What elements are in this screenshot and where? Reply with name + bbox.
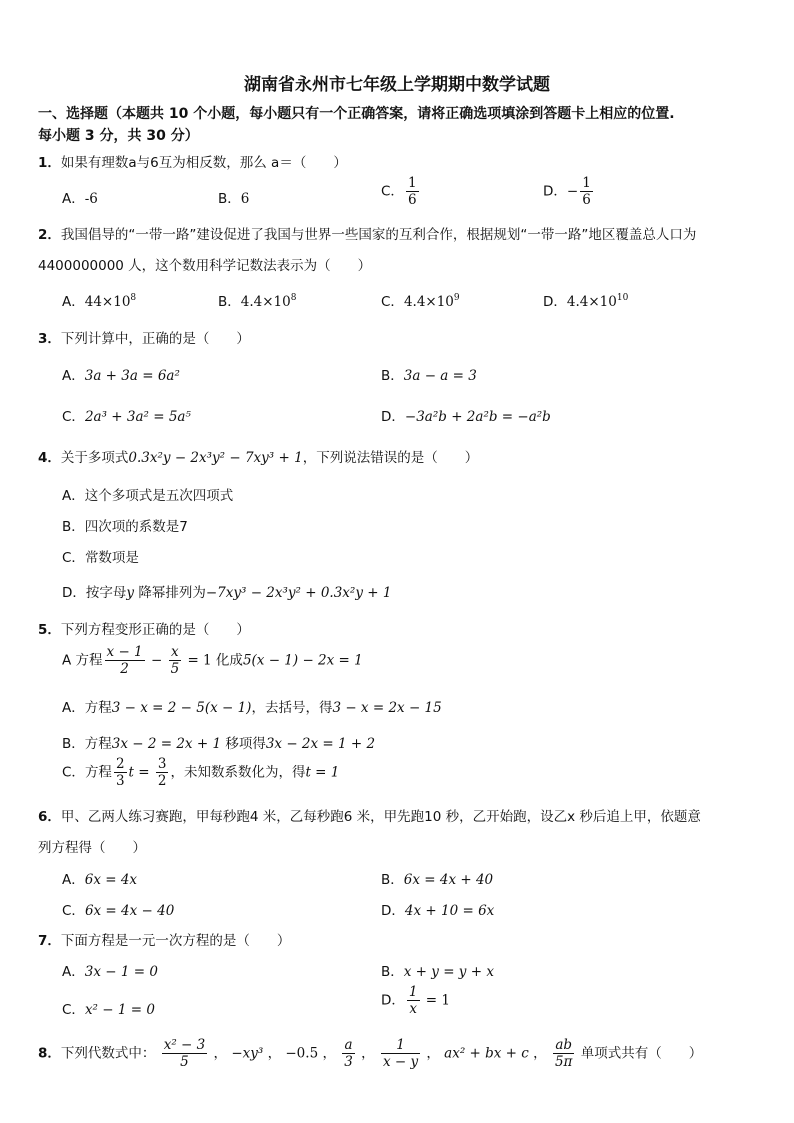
numerator: x − 1 [106,644,143,660]
numerator: 2 [115,756,125,772]
fraction [156,756,169,789]
option-text: 方程 [84,700,112,716]
polynomial-expression: 0.3x²y − 2x³y² − 7xy³ + 1 [128,450,303,466]
q6-option-b [381,868,493,888]
option-label: A． [62,368,85,384]
q1-option-b [218,187,249,207]
expression-item: −xy³ [231,1045,264,1062]
option-label: B． [381,368,404,384]
option-text: 2a³ + 3a² = 5a⁵ [84,409,191,425]
denominator: x − y [382,1054,419,1070]
option-label: D． [381,903,405,919]
q7-option-c [62,998,155,1018]
separator: ， [426,1045,440,1062]
option-label: D． [381,992,405,1009]
equals: = 1 [183,652,212,669]
question-text: 甲、乙两人练习赛跑，甲每秒跑4 米，乙每秒跑6 米，甲先跑10 秒，乙开始跑，设乙x 秒后追上甲，依题意 [60,809,701,825]
denominator: 5 [170,661,180,677]
question-text: 我国倡导的“一带一路”建设促进了我国与世界一些国家的互利合作，根据规划“一带一路”地区覆盖总人口为 [60,227,697,243]
q7-option-a [62,960,158,980]
option-text: 4.4×10 [240,294,291,310]
numerator: a [342,1037,355,1054]
q4-option-d [62,581,391,601]
option-text: 按字母 [85,585,127,601]
expression-item [342,1037,355,1070]
option-text: 6x = 4x − 40 [84,903,175,919]
option-label: C． [62,764,85,781]
q1-option-c [381,175,421,208]
question-number: 2． [38,227,61,243]
expression-item: ax² + bx + c [444,1045,529,1062]
question-number: 7． [38,933,61,949]
denominator: 2 [120,661,129,677]
fraction [105,644,145,677]
denominator: 3 [344,1054,353,1070]
separator: ， [361,1045,375,1062]
option-text: 方程 [84,764,112,781]
denominator: 3 [115,773,125,789]
q4-option-a [62,484,233,504]
option-label: C． [381,183,404,200]
expression-item [162,1037,208,1070]
option-label: D． [381,409,405,425]
option-label: B． [381,872,404,888]
option-text: 常数项是 [84,550,139,566]
option-text: 方程 [84,736,112,752]
question-8 [38,1037,702,1070]
equals: = [133,764,154,781]
option-label: C． [62,409,85,425]
question-1 [38,151,347,171]
question-3 [38,327,250,347]
page-title: 湖南省永州市七年级上学期期中数学试题 [244,75,550,95]
denominator: x [409,1001,418,1017]
question-text: 下列方程变形正确的是（ ） [60,622,250,638]
q6-option-a [62,868,137,888]
option-label: B． [62,519,85,535]
option-label: A． [62,191,85,207]
separator: ， [322,1045,336,1062]
numerator: 1 [408,984,418,1000]
denominator: 2 [157,773,167,789]
numerator: ab [553,1037,574,1054]
variable: y [126,585,135,601]
option-text: 6 [240,191,250,207]
question-7 [38,929,290,949]
fraction [580,175,593,208]
q6-option-d [381,899,494,919]
q5-option-a [62,696,442,716]
option-expression: 3x − 2 = 2x + 1 [111,736,222,752]
exponent: 9 [453,293,460,303]
fraction [407,984,420,1017]
question-6 [38,805,701,825]
option-text: 6x = 4x + 40 [403,872,494,888]
fraction [114,756,127,789]
option-text: 6x = 4x [84,872,138,888]
option-text: 4.4×10 [403,294,454,310]
denominator: 6 [407,192,417,208]
q7-option-d [381,984,450,1017]
question-6-line2: 列方程得（ ） [38,840,146,856]
q3-option-b [381,364,477,384]
section-heading-line2: 每小题 3 分，共 30 分） [38,128,199,144]
numerator: x² − 3 [163,1037,206,1053]
option-label: A． [62,700,85,716]
question-4 [38,446,478,466]
option-text: 44×10 [84,294,131,310]
q4-option-b [62,515,188,535]
q1-option-d [543,175,595,208]
expression-item [553,1037,574,1070]
denominator: 5π [554,1054,573,1070]
exponent: 8 [290,293,297,303]
option-label: D． [62,585,86,601]
option-text: −3a²b + 2a²b = −a²b [404,409,551,425]
fraction [169,644,182,677]
q2-option-c [381,290,460,310]
fraction [406,175,419,208]
option-expression: −7xy³ − 2x³y² + 0.3x²y + 1 [205,585,392,601]
q1-option-a [62,187,98,207]
question-number: 1． [38,155,61,171]
equals: = 1 [421,992,450,1009]
question-2-line2: 4400000000 人，这个数用科学记数法表示为（ ） [38,258,372,274]
operator: − [146,652,167,669]
q5-option-b [62,732,375,752]
exponent: 10 [616,293,629,303]
option-label: D． [543,183,567,200]
q2-option-d [543,290,628,310]
option-text-mid: 降幂排列为 [134,585,206,601]
option-label: B． [381,964,404,980]
variable: t [128,764,134,781]
numerator: 1 [407,175,417,191]
question-2 [38,223,696,243]
option-label: B． [62,736,85,752]
option-text-mid: ，未知数系数化为，得 [170,764,306,781]
option-text: 4x + 10 = 6x [404,903,495,919]
option-label: A． [62,294,85,310]
question-text: 关于多项式 [60,450,129,466]
q3-option-a [62,364,180,384]
option-expression-result: 3 − x = 2x − 15 [332,700,442,716]
q2-option-b [218,290,296,310]
expression-item: −0.5 [285,1045,319,1062]
minus-sign: − [566,183,579,200]
option-text: -6 [84,191,98,207]
question-text-tail: ，下列说法错误的是（ ） [302,450,479,466]
option-text-mid: ，去括号，得 [251,700,333,716]
q3-option-d [381,405,551,425]
option-label: C． [62,1002,85,1018]
q6-option-c [62,899,174,919]
question-text: 下列代数式中： [60,1045,156,1062]
denominator: 5 [180,1054,189,1070]
option-label: C． [381,294,404,310]
option-label: A． [62,872,85,888]
separator: ， [213,1045,228,1062]
option-label: A． [62,488,85,504]
expression-item [381,1037,420,1070]
question-text-tail: 单项式共有（ ） [580,1045,703,1062]
section-heading-line1: 一、选择题（本题共 10 个小题，每小题只有一个正确答案，请将正确选项填涂到答题卡上相应的位置. [38,106,675,122]
denominator: 6 [582,192,591,208]
question-text: 如果有理数a与6互为相反数，那么 a＝（ ） [60,155,347,171]
option-text-mid: 移项得 [221,736,266,752]
numerator: 3 [157,756,167,772]
q2-option-a [62,290,136,310]
option-label: C． [62,903,85,919]
option-text: x² − 1 = 0 [84,1002,155,1018]
q5-option-1 [62,644,363,677]
option-label: B． [218,294,241,310]
numerator: 1 [582,175,591,191]
option-expression: 5(x − 1) − 2x = 1 [242,652,363,669]
question-5 [38,618,250,638]
option-text: x + y = y + x [403,964,494,980]
q3-option-c [62,405,191,425]
q5-option-c [62,756,339,789]
option-text: 这个多项式是五次四项式 [84,488,234,504]
option-expression: 3 − x = 2 − 5(x − 1) [111,700,252,716]
option-label: A [62,652,72,669]
question-text: 下面方程是一元一次方程的是（ ） [60,933,291,949]
option-text: 方程 [71,652,103,669]
option-text: 四次项的系数是7 [84,519,188,535]
q7-option-b [381,960,494,980]
option-label: A． [62,964,85,980]
exponent: 8 [130,293,137,303]
option-text: 4.4×10 [566,294,617,310]
option-label: D． [543,294,567,310]
q4-option-c [62,546,139,566]
separator: ， [533,1045,547,1062]
option-label: B． [218,191,241,207]
option-text: 3a + 3a = 6a² [84,368,180,384]
numerator: 1 [381,1037,420,1054]
question-text: 下列计算中，正确的是（ ） [60,331,250,347]
numerator: x [169,644,182,661]
option-expression-result: 3x − 2x = 1 + 2 [265,736,376,752]
question-number: 4． [38,450,61,466]
question-number: 8． [38,1045,61,1062]
question-number: 3． [38,331,61,347]
separator: ， [267,1045,282,1062]
option-label: C． [62,550,85,566]
option-text-mid: 化成 [211,652,243,669]
option-expression-result: t = 1 [305,764,340,781]
option-text: 3a − a = 3 [403,368,477,384]
option-text: 3x − 1 = 0 [84,964,158,980]
question-number: 6． [38,809,61,825]
question-number: 5． [38,622,61,638]
